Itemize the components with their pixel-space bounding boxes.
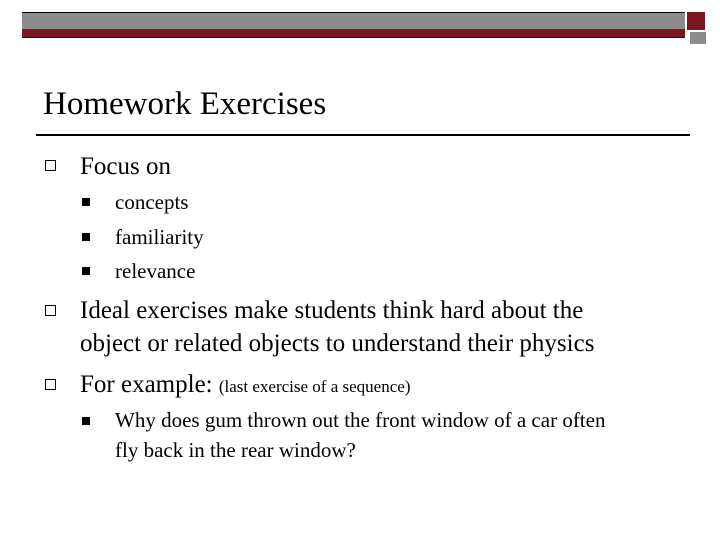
subitem-familiarity: familiarity bbox=[115, 225, 204, 249]
for-example-label: For example: bbox=[80, 371, 213, 398]
bullet-ideal-exercises-line1: Ideal exercises make students think hard about the bbox=[80, 297, 584, 324]
header-band bbox=[22, 12, 685, 38]
slide-title: Homework Exercises bbox=[43, 86, 327, 122]
subitem-gum-question-line1: Why does gum thrown out the front window of a car often bbox=[115, 408, 606, 432]
hollow-square-bullet-icon bbox=[45, 379, 56, 390]
filled-square-bullet-icon bbox=[82, 267, 90, 275]
subitem-gum-question-line2: fly back in the rear window? bbox=[115, 438, 356, 462]
subitem-concepts: concepts bbox=[115, 190, 189, 214]
hollow-square-bullet-icon bbox=[45, 305, 56, 316]
bullet-ideal-exercises-line2: object or related objects to understand their physics bbox=[80, 330, 595, 357]
header-corner-squares bbox=[686, 12, 708, 42]
for-example-note: (last exercise of a sequence) bbox=[218, 377, 411, 396]
corner-square-red bbox=[687, 12, 705, 30]
bullet-for-example bbox=[80, 368, 410, 403]
filled-square-bullet-icon bbox=[82, 417, 90, 425]
title-divider bbox=[36, 134, 690, 136]
bullet-focus-on: Focus on bbox=[80, 153, 171, 180]
hollow-square-bullet-icon bbox=[45, 160, 56, 171]
subitem-relevance: relevance bbox=[115, 259, 196, 283]
filled-square-bullet-icon bbox=[82, 233, 90, 241]
corner-square-gray bbox=[690, 32, 706, 44]
header-band-red-stripe bbox=[22, 29, 685, 38]
filled-square-bullet-icon bbox=[82, 198, 90, 206]
header-band-gray-stripe bbox=[22, 12, 685, 29]
